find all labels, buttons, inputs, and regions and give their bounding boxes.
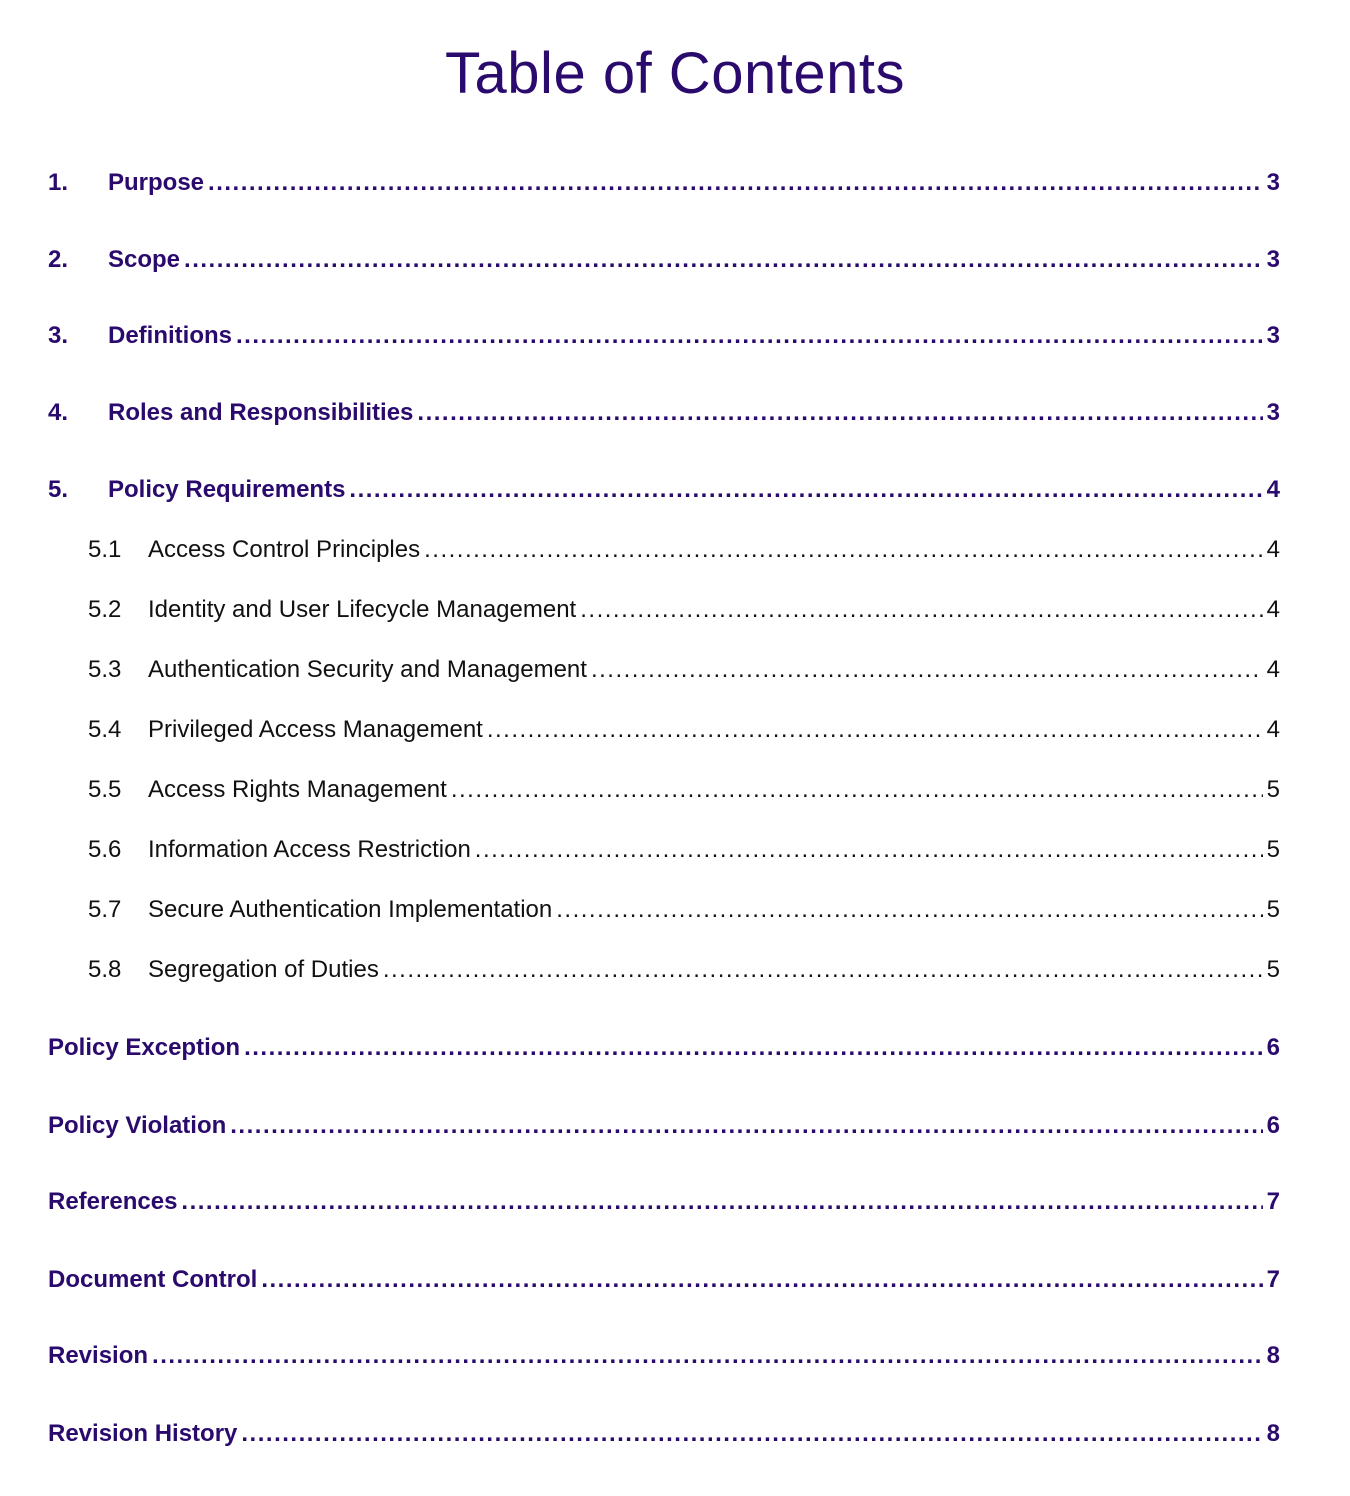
toc-page-number: 3 bbox=[1266, 399, 1280, 426]
toc-label: Document Control bbox=[48, 1266, 258, 1293]
toc-label: Revision History bbox=[48, 1420, 238, 1447]
toc-number: 5.5 bbox=[88, 776, 122, 803]
toc-subentry-5-3[interactable] bbox=[48, 651, 1280, 685]
dot-leader bbox=[424, 535, 1263, 565]
toc-page-number: 5 bbox=[1266, 956, 1280, 983]
toc-page-number: 7 bbox=[1266, 1188, 1280, 1215]
toc-page-number: 4 bbox=[1266, 536, 1280, 563]
toc-number: 5.2 bbox=[88, 596, 122, 623]
toc-page-number: 4 bbox=[1266, 656, 1280, 683]
toc-number: 4. bbox=[48, 399, 69, 426]
toc-number: 3. bbox=[48, 322, 69, 349]
dot-leader bbox=[556, 895, 1262, 925]
toc-page-number: 8 bbox=[1266, 1420, 1280, 1447]
toc-label: Identity and User Lifecycle Management bbox=[148, 596, 577, 623]
toc-page-number: 4 bbox=[1266, 716, 1280, 743]
toc-number: 5.4 bbox=[88, 716, 122, 743]
toc-entry-definitions[interactable] bbox=[48, 317, 1280, 351]
toc-page-number: 3 bbox=[1266, 246, 1280, 273]
toc-label: Access Control Principles bbox=[148, 536, 421, 563]
toc-label: Purpose bbox=[108, 169, 205, 196]
page-title: Table of Contents bbox=[445, 41, 905, 106]
toc-number: 5.6 bbox=[88, 836, 122, 863]
toc-label: Definitions bbox=[108, 322, 232, 349]
toc-page-number: 5 bbox=[1266, 776, 1280, 803]
toc-entry-policy-exception[interactable] bbox=[48, 1029, 1280, 1063]
dot-leader bbox=[244, 1033, 1263, 1063]
toc-number: 5.1 bbox=[88, 536, 122, 563]
dot-leader bbox=[487, 715, 1263, 745]
toc-label: Policy Requirements bbox=[108, 476, 346, 503]
toc-label: Secure Authentication Implementation bbox=[148, 896, 553, 923]
toc-page-number: 3 bbox=[1266, 322, 1280, 349]
toc-label: Authentication Security and Management bbox=[148, 656, 587, 683]
toc-entry-references[interactable] bbox=[48, 1183, 1280, 1217]
toc-subentry-5-8[interactable] bbox=[48, 951, 1280, 985]
toc-label: References bbox=[48, 1188, 178, 1215]
dot-leader bbox=[261, 1265, 1262, 1295]
toc-page-number: 3 bbox=[1266, 169, 1280, 196]
toc-entry-scope[interactable] bbox=[48, 241, 1280, 275]
toc-number: 2. bbox=[48, 246, 69, 273]
dot-leader bbox=[208, 168, 1263, 198]
toc-number: 5.3 bbox=[88, 656, 122, 683]
dot-leader bbox=[181, 1187, 1262, 1217]
toc-entry-policy-requirements[interactable] bbox=[48, 471, 1280, 505]
toc-entry-revision[interactable] bbox=[48, 1337, 1280, 1371]
toc-page-number: 5 bbox=[1266, 896, 1280, 923]
toc-number: 5.7 bbox=[88, 896, 122, 923]
toc-number: 5. bbox=[48, 476, 69, 503]
toc-page-number: 7 bbox=[1266, 1266, 1280, 1293]
toc-label: Roles and Responsibilities bbox=[108, 399, 414, 426]
toc-page-number: 8 bbox=[1266, 1342, 1280, 1369]
toc-subentry-5-2[interactable] bbox=[48, 591, 1280, 625]
toc-label: Revision bbox=[48, 1342, 149, 1369]
toc-label: Information Access Restriction bbox=[148, 836, 471, 863]
toc-number: 5.8 bbox=[88, 956, 122, 983]
toc-subentry-5-7[interactable] bbox=[48, 891, 1280, 925]
toc-page-number: 4 bbox=[1266, 596, 1280, 623]
dot-leader bbox=[349, 475, 1262, 505]
toc-label: Policy Violation bbox=[48, 1112, 227, 1139]
toc-number: 1. bbox=[48, 169, 69, 196]
toc-entry-purpose[interactable] bbox=[48, 164, 1280, 198]
toc-subentry-5-5[interactable] bbox=[48, 771, 1280, 805]
toc-label: Access Rights Management bbox=[148, 776, 447, 803]
dot-leader bbox=[475, 835, 1263, 865]
toc-page-number: 6 bbox=[1266, 1034, 1280, 1061]
toc-entry-revision-history[interactable] bbox=[48, 1415, 1280, 1449]
toc-label: Scope bbox=[108, 246, 181, 273]
dot-leader bbox=[184, 245, 1263, 275]
dot-leader bbox=[580, 595, 1262, 625]
dot-leader bbox=[236, 321, 1263, 351]
toc-page-number: 5 bbox=[1266, 836, 1280, 863]
toc-entry-policy-violation[interactable] bbox=[48, 1107, 1280, 1141]
dot-leader bbox=[417, 398, 1262, 428]
toc-label: Segregation of Duties bbox=[148, 956, 379, 983]
dot-leader bbox=[591, 655, 1263, 685]
toc-label: Privileged Access Management bbox=[148, 716, 483, 743]
dot-leader bbox=[451, 775, 1263, 805]
dot-leader bbox=[241, 1419, 1262, 1449]
dot-leader bbox=[152, 1341, 1263, 1371]
dot-leader bbox=[383, 955, 1263, 985]
toc-subentry-5-1[interactable] bbox=[48, 531, 1280, 565]
toc-entry-roles-and-responsibilities[interactable] bbox=[48, 394, 1280, 428]
dot-leader bbox=[230, 1111, 1262, 1141]
toc-label: Policy Exception bbox=[48, 1034, 241, 1061]
toc-entry-document-control[interactable] bbox=[48, 1261, 1280, 1295]
toc-page-number: 4 bbox=[1266, 476, 1280, 503]
toc-page-number: 6 bbox=[1266, 1112, 1280, 1139]
toc-subentry-5-6[interactable] bbox=[48, 831, 1280, 865]
toc-subentry-5-4[interactable] bbox=[48, 711, 1280, 745]
